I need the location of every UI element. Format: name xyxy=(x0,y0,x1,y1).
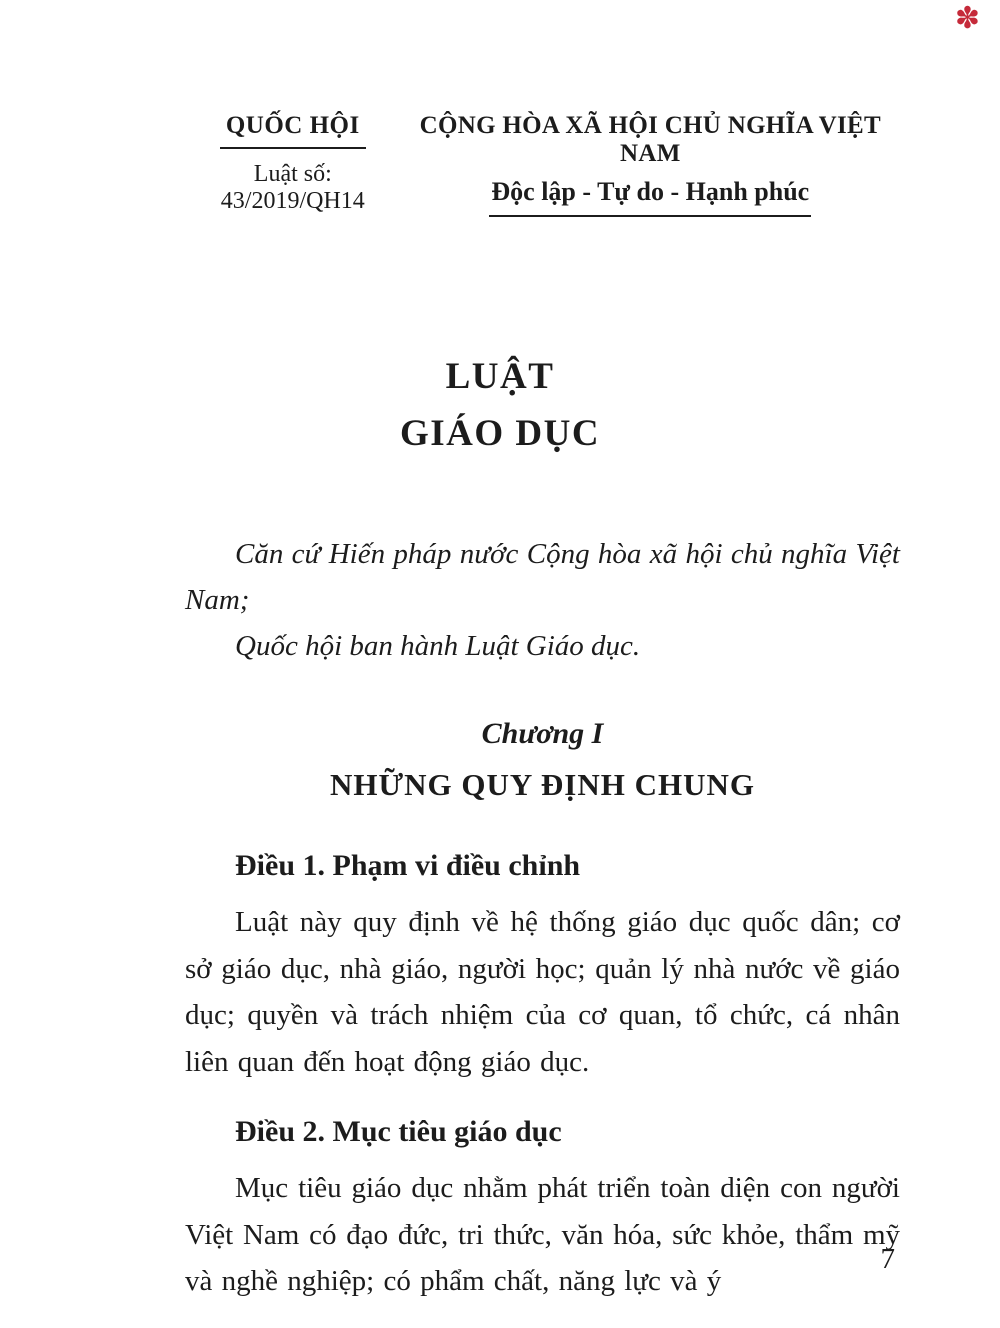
article-1-body: Luật này quy định về hệ thống giáo dục quốc dân; cơ sở giáo dục, nhà giáo, người học; quản lý nhà nước về giáo dục; quyền và trách nhiệm của cơ quan, tổ chức, cá nhân liên quan đến hoạt động giáo dục. xyxy=(185,906,900,1078)
page-number: 7 xyxy=(880,1243,895,1275)
national-title: CỘNG HÒA XÃ HỘI CHỦ NGHĨA VIỆT NAM xyxy=(419,112,881,167)
chapter-heading xyxy=(185,717,900,803)
document-body xyxy=(185,531,900,1305)
law-title-subject: GIÁO DỤC xyxy=(399,413,601,454)
national-title-block xyxy=(401,112,900,217)
article-2-body: Mục tiêu giáo dục nhằm phát triển toàn diện con người Việt Nam có đạo đức, tri thức, văn hóa, sức khỏe, thẩm mỹ và nghề nghiệp; có phẩm chất, năng lực và ý xyxy=(185,1172,900,1297)
document-header xyxy=(0,0,1000,217)
article-2-heading: Điều 2. Mục tiêu giáo dục xyxy=(235,1115,562,1148)
article-1-heading: Điều 1. Phạm vi điều chỉnh xyxy=(235,849,581,882)
chapter-title: NHỮNG QUY ĐỊNH CHUNG xyxy=(330,767,755,802)
law-number: Luật số: 43/2019/QH14 xyxy=(220,161,365,214)
preamble xyxy=(185,531,900,669)
law-title-word: LUẬT xyxy=(445,356,555,397)
preamble-basis: Căn cứ Hiến pháp nước Cộng hòa xã hội chủ nghĩa Việt Nam; xyxy=(185,538,900,616)
chapter-number: Chương I xyxy=(481,717,604,750)
national-motto: Độc lập - Tự do - Hạnh phúc xyxy=(489,177,811,217)
issuing-authority-block xyxy=(185,112,401,215)
law-title-block xyxy=(0,355,1000,455)
issuing-authority-name: QUỐC HỘI xyxy=(220,112,366,149)
preamble-enactment: Quốc hội ban hành Luật Giáo dục. xyxy=(235,630,641,662)
flower-ornament-icon: ✽ xyxy=(954,1,980,36)
